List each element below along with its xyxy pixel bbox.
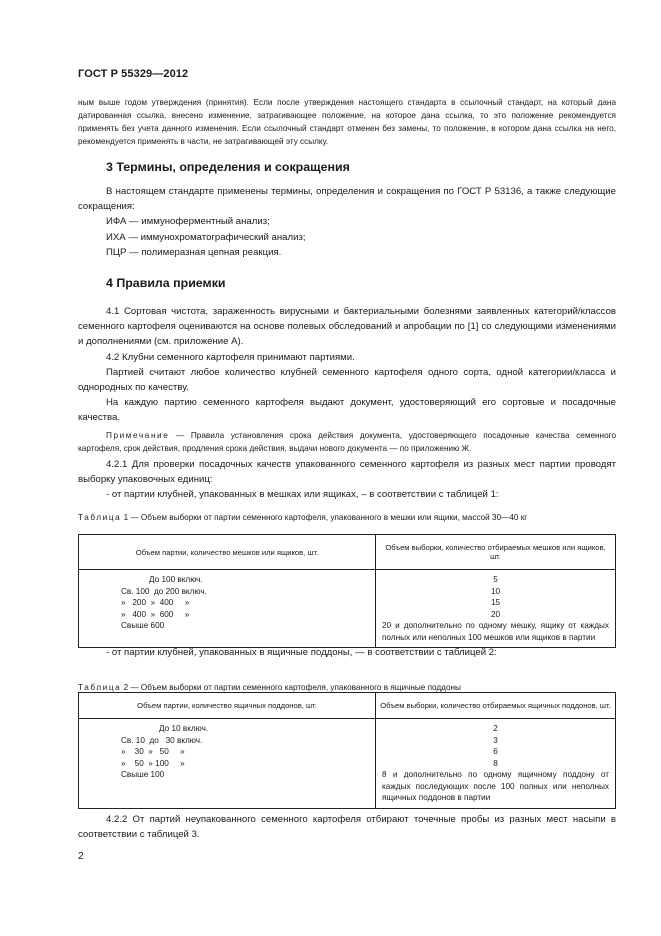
paragraph-4-2-2-block [78,812,616,842]
table-2-col2-header: Объем выборки, количество отбираемых ящичных поддонов, шт. [376,693,616,719]
bullet-pallets: - от партии клубней, упакованных в ящичные поддоны, — в соответствии с таблицей 2: [106,647,497,658]
table-cell: 10 [490,586,501,596]
document-header: ГОСТ Р 55329—2012 [78,68,189,80]
abbreviation-ifa: ИФА — иммуноферментный анализ; [106,216,270,228]
table-cell: » 200 » 400 » [121,598,190,607]
table-1-right-cell [376,570,616,648]
table-1-caption [78,504,616,532]
table-2-caption-text: 2 — Объем выборки от партии семенного картофеля, упакованного в ящичные поддоны [121,683,461,693]
paragraph-4-2-2: 4.2.2 От партий неупакованного семенного картофеля отбирают точечные пробы из разных мест насыпи в соответствии с таблицей 3. [78,814,616,841]
table-cell: 8 [493,758,498,768]
table-cell: 5 [493,575,498,584]
note-text: — Правила установления срока действия документа, удостоверяющего посадочные качества семенного картофеля, срок действия, продления срока действия, выдачи нового документа — по приложению Ж. [78,430,616,453]
bullet-pallets-block [78,645,616,660]
table-cell: 6 [493,747,498,756]
table-cell: 20 и дополнительно по одному мешку, ящику от каждых полных или неполных 100 мешков или ящиков в партии [382,621,609,642]
table-cell: 3 [493,735,498,745]
table-cell: » 30 » 50 » [121,747,185,756]
section-4-body [78,304,616,502]
table-cell: » 400 » 600 » [121,609,190,619]
paragraph-4-2: 4.2 Клубни семенного картофеля принимают партиями. [106,351,355,363]
table-2-label: Таблица [78,683,122,693]
table-2 [78,692,616,809]
page-number: 2 [78,851,84,862]
paragraph-4-1: 4.1 Сортовая чистота, зараженность вирусными и бактериальными болезнями заявленных категорий/классов семенного картофеля оцениваются на основе полевых обследований и апробации по [1] со следующими изменениями и дополнениями (см. приложение А). [78,306,616,348]
table-1 [78,534,616,648]
table-cell: » 50 » 100 » [121,758,185,768]
section-3-title: 3 Термины, определения и сокращения [106,160,350,174]
note-paragraph [78,429,616,455]
paragraph-4-2-lot: Партией считают любое количество клубней семенного картофеля одного сорта, одной категории/класса и однородных по качеству. [78,366,616,394]
note-label: Примечание [106,430,170,440]
table-1-body-row [79,570,616,648]
bullet-bags: - от партии клубней, упакованных в мешках или ящиках, – в соответствии с таблицей 1: [106,489,499,501]
table-2-body-row [79,719,616,809]
table-1-col1-header: Объем партии, количество мешков или ящиков, шт. [79,535,376,570]
table-2-left-cell [79,719,376,809]
paragraph-4-2-document: На каждую партию семенного картофеля выдают документ, удостоверяющий его сортовые и посадочные качества. [78,397,616,424]
section-3-text: В настоящем стандарте применены термины, определения и сокращения по ГОСТ Р 53136, а также следующие сокращения: [78,186,616,213]
table-1-wrapper [78,534,616,648]
intro-paragraph: ным выше годом утверждения (принятия). Если после утверждения настоящего стандарта в ссылочный стандарт, на который дана датированная ссылка, внесено изменение, затрагивающее положение, на которое дана ссылка, то это положение рекомендуется применять без учета данного изменения. Если ссылочный стандарт отменен без замены, то положение, в котором дана ссылка на него, рекомендуется применять в части, не затрагивающей эту ссылку. [78,98,616,146]
table-2-wrapper [78,692,616,809]
paragraph-4-2-1: 4.2.1 Для проверки посадочных качеств упакованного семенного картофеля из разных мест партии проводят выборку упаковочных единиц: [78,458,616,485]
table-2-right-cell [376,719,616,809]
abbreviation-pcr: ПЦР — полимеразная цепная реакция. [106,246,282,258]
table-2-header-row [79,693,616,719]
section-3-body [78,184,616,260]
abbreviation-iha: ИХА — иммунохроматографический анализ; [106,231,306,243]
table-cell: Свыше 600 [121,621,165,630]
table-cell: Св. 10 до 30 включ. [121,735,203,745]
table-cell: 15 [490,598,501,607]
table-cell: До 100 включ. [149,575,203,584]
table-cell: До 10 включ. [159,724,209,733]
table-cell: 8 и дополнительно по одному ящичному поддону от каждых последующих после 100 полных или неполных ящичных поддонов в партии [382,770,609,802]
table-1-col2-header: Объем выборки, количество отбираемых мешков или ящиков, шт. [376,535,616,570]
table-cell: Свыше 100 [121,770,165,779]
table-1-header-row [79,535,616,570]
section-4-title: 4 Правила приемки [106,276,226,290]
table-cell: 20 [490,609,501,619]
intro-block [78,96,616,148]
table-cell: Св. 100 до 200 включ. [121,586,207,596]
table-1-label: Таблица [78,513,122,523]
table-2-col1-header: Объем партии, количество ящичных поддонов, шт. [79,693,376,719]
table-cell: 2 [493,724,498,733]
table-1-left-cell [79,570,376,648]
table-1-caption-text: 1 — Объем выборки от партии семенного картофеля, упакованного в мешки или ящики, массой 30—40 кг [121,513,528,523]
